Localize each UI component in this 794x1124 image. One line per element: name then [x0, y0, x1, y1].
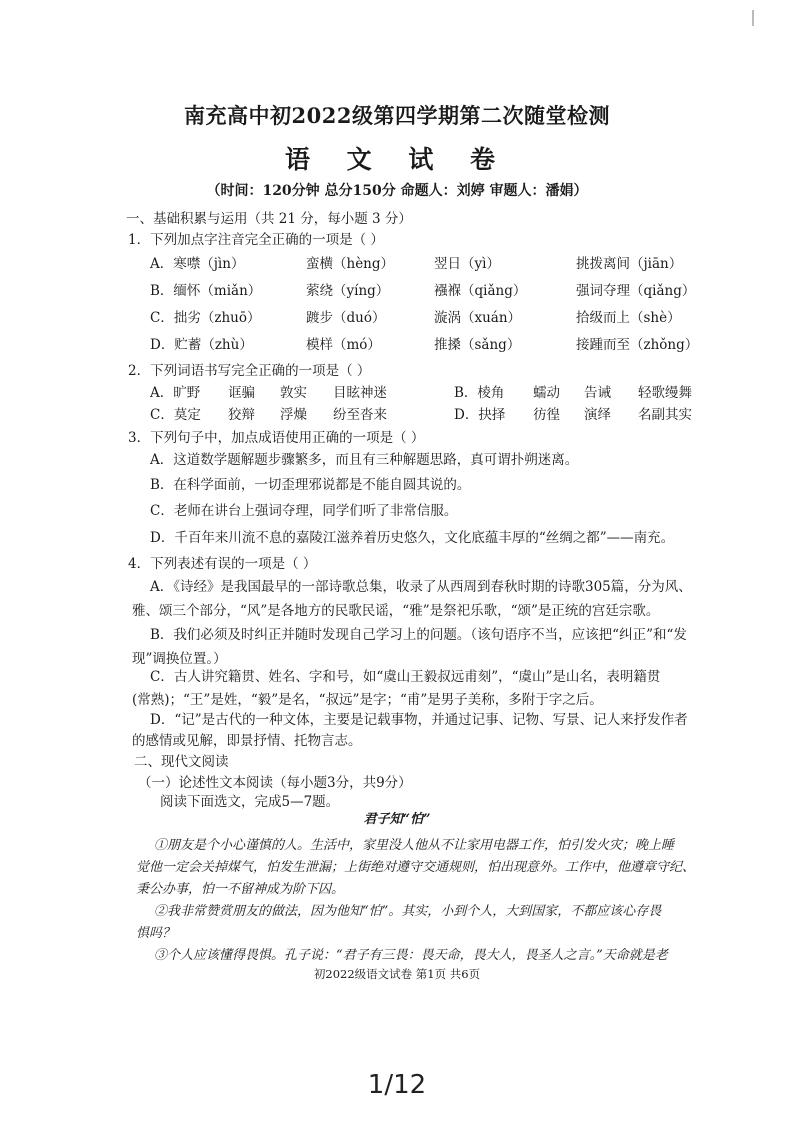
passage-line: 秉公办事，怕一不留神成为阶下囚。 [136, 882, 345, 897]
q4-line: 雅、颂三个部分，“风”是各地方的民歌民谣，“雅”是祭祀乐歌，“颂”是正统的宫廷宗歌。 [132, 603, 660, 619]
q1-option-b-4: 强词夺理（qiǎng） [576, 283, 696, 299]
q1-option-a-4: 挑拨离间（jiān） [576, 256, 683, 272]
q2-stem: 2．下列词语书写完全正确的一项是（ ） [128, 363, 371, 379]
q1-option-a-2: 蛮横（hèng） [306, 256, 395, 272]
q2-word: D．抉择 [454, 407, 506, 423]
q1-option-d-3: 推搡（sǎng） [434, 337, 521, 353]
q1-option-a-1: A．寒噤（jìn） [150, 256, 245, 272]
passage-line: 惧吗？ [136, 926, 176, 941]
q1-option-b-3: 襁褓（qiǎng） [434, 283, 527, 299]
q1-option-c-1: C．拙劣（zhuō） [150, 310, 261, 326]
q3-option-a: A．这道数学题解题步骤繁多，而且有三种解题思路，真可谓扑朔迷离。 [150, 452, 579, 468]
q2-word: A．旷野 [150, 385, 201, 401]
q2-word: 狡辩 [228, 407, 255, 423]
passage-line: ②我非常赞赏朋友的做法，因为他知“怕”。其实，小到个人，大到国家，不都应该心存畏 [154, 904, 662, 919]
q1-option-d-2: 模样（mó） [306, 337, 381, 353]
q2-word: 纷至沓来 [333, 407, 387, 423]
q3-option-c: C．老师在讲台上强词夺理，同学们听了非常信服。 [150, 503, 458, 519]
q2-word: 诓骗 [228, 385, 255, 401]
q4-line: D．“记”是古代的一种文体，主要是记载事物，并通过记事、记物、写景、记人来抒发作者 [150, 712, 688, 728]
q1-option-b-2: 萦绕（yíng） [306, 283, 390, 299]
q1-option-b-1: B．缅怀（miǎn） [150, 283, 262, 299]
q4-line: (常熟)；“王”是姓，“毅”是名，“叔远”是字；“甫”是男子美称，多附于字之后。 [132, 692, 603, 708]
exam-subject: 语 文 试 卷 [284, 145, 510, 174]
q2-word: 蠕动 [533, 385, 560, 401]
scan-artifact [752, 10, 754, 26]
q1-option-c-3: 漩涡（xuán） [434, 310, 522, 326]
reading-instruction: 阅读下面选文，完成5—7题。 [160, 794, 340, 810]
q2-word: 浮燥 [280, 407, 307, 423]
q2-word: C．莫定 [150, 407, 201, 423]
page-indicator: 1/12 [367, 1070, 427, 1100]
q4-line: B．我们必须及时纠正并随时发现自己学习上的问题。（该句语序不当，应该把“纠正”和“发 [150, 627, 687, 643]
q4-line: A．《诗经》是我国最早的一部诗歌总集，收录了从西周到春秋时期的诗歌305篇，分为风、 [150, 579, 692, 595]
exam-title: 南充高中初2022级第四学期第二次随堂检测 [184, 103, 610, 128]
q2-word: 轻歌缦舞 [638, 385, 692, 401]
q2-word: 敦实 [280, 385, 307, 401]
q1-option-d-4: 接踵而至（zhǒng） [576, 337, 699, 353]
q3-stem: 3．下列句子中，加点成语使用正确的一项是（ ） [128, 430, 425, 446]
q4-line: 现”调换位置。） [132, 651, 227, 667]
q2-word: 演绎 [584, 407, 611, 423]
q3-option-b: B．在科学面前，一切歪理邪说都是不能自圆其说的。 [150, 477, 471, 493]
exam-info: （时间：120分钟 总分150分 命题人：刘婷 审题人：潘娟） [206, 183, 588, 199]
section-1-heading: 一、基础积累与运用（共 21 分，每小题 3 分） [126, 211, 412, 227]
passage-line: ③个人应该懂得畏惧。孔子说：“君子有三畏：畏天命，畏大人，畏圣人之言。”天命就是老 [154, 948, 668, 963]
section-2-subheading: （一）论述性文本阅读（每小题3分，共9分） [138, 775, 412, 791]
q2-word: 名副其实 [638, 407, 692, 423]
q2-word: 目眩神迷 [333, 385, 387, 401]
passage-line: 觉他一定会关掉煤气，怕发生泄漏；上街绝对遵守交通规则，怕出现意外。工作中，他遵章守纪、 [136, 860, 696, 875]
q2-word: 告诫 [584, 385, 611, 401]
q4-stem: 4．下列表述有误的一项是（ ） [128, 556, 317, 572]
section-2-heading: 二、现代文阅读 [134, 754, 229, 770]
q1-option-d-1: D．贮蓄（zhù） [150, 337, 253, 353]
q3-option-d: D．千百年来川流不息的嘉陵江滋养着历史悠久，文化底蕴丰厚的“丝绸之都”——南充。 [150, 530, 675, 546]
q1-option-c-2: 踱步（duó） [306, 310, 386, 326]
q2-word: B．棱角 [454, 385, 505, 401]
q1-option-c-4: 拾级而上（shè） [576, 310, 681, 326]
page-footer: 初2022级语文试卷 第1页 共6页 [313, 967, 481, 981]
q4-line: C．古人讲究籍贯、姓名、字和号，如“虞山王毅叔远甫刻”，“虞山”是山名，表明籍贯 [150, 669, 661, 685]
q1-stem: 1．下列加点字注音完全正确的一项是（ ） [128, 232, 384, 248]
q1-option-a-3: 翌日（yì） [434, 256, 500, 272]
passage-line: ①朋友是个小心谨慎的人。生活中，家里没人他从不让家用电器工作，怕引发火灾；晚上睡 [154, 838, 675, 853]
passage-title: 君子知“怕” [363, 812, 431, 827]
q2-word: 彷徨 [533, 407, 560, 423]
q4-line: 的感情或见解，即景抒情、托物言志。 [132, 733, 362, 749]
